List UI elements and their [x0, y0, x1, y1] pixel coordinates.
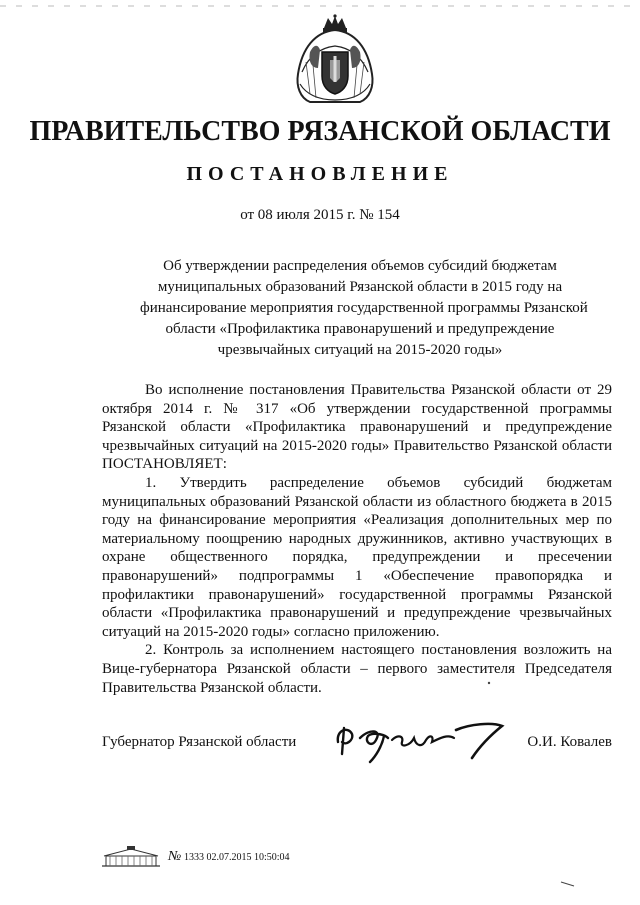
registration-stamp: 1333 02.07.2015 10:50:04 [184, 852, 290, 863]
subject-line: финансирование мероприятия государственной программы Рязанской [140, 300, 588, 316]
scan-mark [560, 880, 576, 888]
item-1-paragraph: 1. Утвердить распределение объемов субсидий бюджетам муниципальных образований Рязанской области из областного бюджета в 2015 году на финансирование мероприятия «Реализация дополнительных мер по материальному поощрению народных дружинников, активно участвующих в охране общественного порядка, предупреждении и пресечении правонарушений» подпрограммы 1 «Обеспечение правопорядка и профилактики правонарушений» государственной программы Рязанской области «Профилактика правонарушений и предупреждение чрезвычайных ситуаций на 2015-2020 годы» согласно приложению. [102, 474, 612, 640]
registration-mark: № [168, 849, 182, 864]
handwritten-signature-icon [330, 720, 510, 764]
signatory-title: Губернатор Рязанской области [102, 734, 297, 750]
document-date-number: от 08 июля 2015 г. № 154 [240, 207, 400, 223]
subject-line: муниципальных образований Рязанской области в 2015 году на [157, 279, 563, 295]
signature-block [0, 732, 640, 772]
preamble-paragraph: Во исполнение постановления Правительства Рязанской области от 29 октября 2014 г. № 317 «Об утверждении государственной программы Рязанской области «Профилактика правонарушений и предупреждение чрезвычайных ситуаций на 2015-2020 годы» Правительство Рязанской области ПОСТАНОВЛЯЕТ: [102, 382, 612, 473]
subject-line: области «Профилактика правонарушений и предупреждение [165, 321, 555, 337]
subject-line: Об утверждении распределения объемов субсидий бюджетам [163, 258, 557, 274]
document-body [102, 381, 612, 697]
subject-line: чрезвычайных ситуаций на 2015-2020 годы» [217, 342, 503, 358]
signatory-name: О.И. Ковалев [527, 734, 612, 750]
scan-dot [486, 680, 492, 686]
building-logo-icon [100, 846, 162, 868]
top-scan-edge [0, 3, 640, 9]
item-2-paragraph: 2. Контроль за исполнением настоящего постановления возложить на Вице-губернатора Рязанской области – первого заместителя Председателя Правительства Рязанской области. [102, 642, 612, 696]
document-subject [140, 256, 588, 361]
document-type: ПОСТАНОВЛЕНИЕ [186, 163, 454, 185]
coat-of-arms-icon [290, 14, 380, 106]
organization-title: ПРАВИТЕЛЬСТВО РЯЗАНСКОЙ ОБЛАСТИ [29, 116, 611, 147]
